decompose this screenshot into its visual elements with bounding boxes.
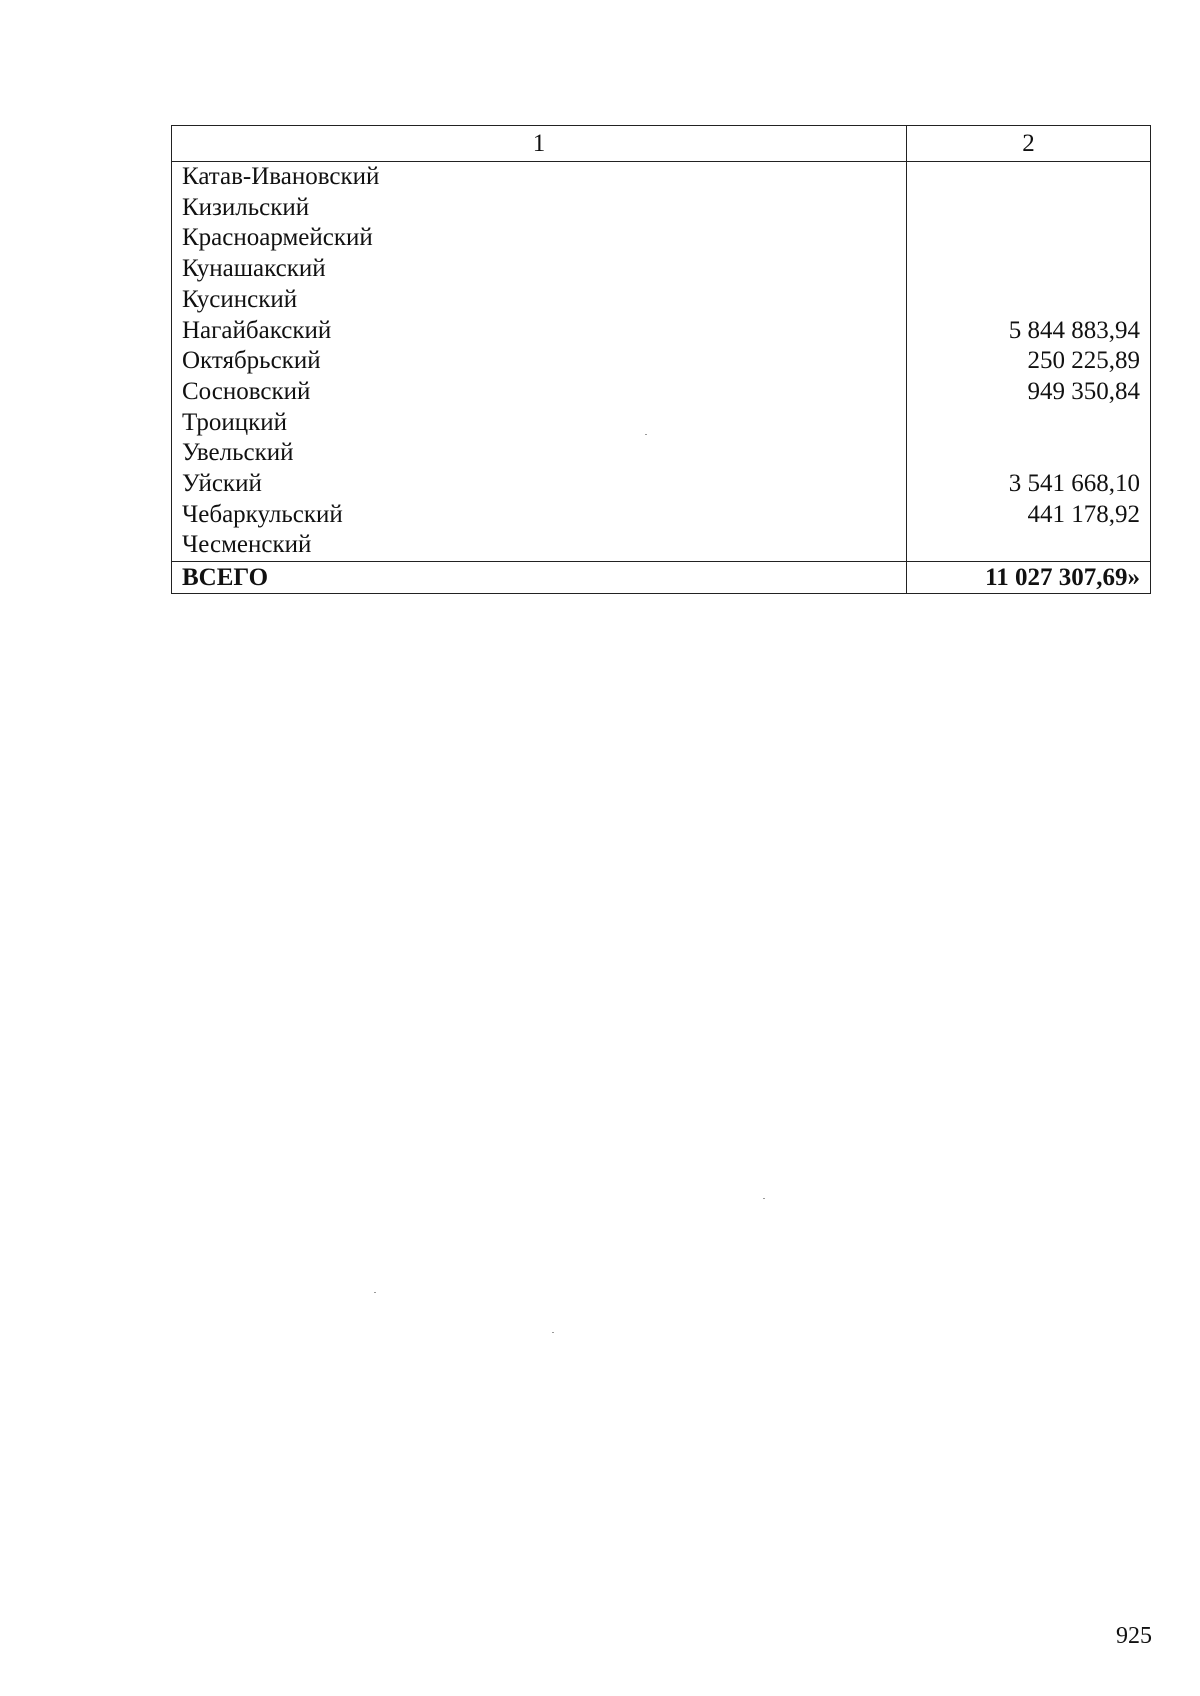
district-amount: [907, 408, 1151, 439]
total-row: [172, 562, 1151, 594]
column-header-2: 2: [907, 126, 1151, 162]
district-name: Октябрьский: [172, 346, 907, 377]
table-row: [172, 223, 1151, 254]
district-amount: 3 541 668,10: [907, 469, 1151, 500]
table-row: [172, 469, 1151, 500]
table-row: [172, 346, 1151, 377]
scan-speck: [374, 1292, 376, 1293]
page-number: 925: [1116, 1623, 1152, 1649]
table-header-row: [172, 126, 1151, 162]
district-amount: [907, 223, 1151, 254]
district-amount: [907, 193, 1151, 224]
district-name: Чесменский: [172, 530, 907, 561]
district-name: Катав-Ивановский: [172, 162, 907, 193]
table-row: [172, 438, 1151, 469]
district-name: Троицкий: [172, 408, 907, 439]
scan-speck: [552, 1332, 554, 1333]
district-name: Нагайбакский: [172, 316, 907, 347]
scan-speck: [645, 434, 647, 435]
district-name: Кунашакский: [172, 254, 907, 285]
column-header-1: 1: [172, 126, 907, 162]
district-name: Кизильский: [172, 193, 907, 224]
district-amount: [907, 254, 1151, 285]
district-name: Красноармейский: [172, 223, 907, 254]
district-name: Сосновский: [172, 377, 907, 408]
table-row: [172, 285, 1151, 316]
district-name: Уйский: [172, 469, 907, 500]
table-row: [172, 500, 1151, 531]
district-amount: [907, 162, 1151, 193]
district-amount: [907, 530, 1151, 561]
district-amount: [907, 438, 1151, 469]
district-name: Чебаркульский: [172, 500, 907, 531]
total-amount: 11 027 307,69»: [907, 562, 1151, 594]
table-row: [172, 530, 1151, 561]
district-amount: 5 844 883,94: [907, 316, 1151, 347]
table-row: [172, 254, 1151, 285]
table-row: [172, 193, 1151, 224]
district-amount: 250 225,89: [907, 346, 1151, 377]
table-row: [172, 377, 1151, 408]
district-amount: 949 350,84: [907, 377, 1151, 408]
districts-table: [171, 125, 1151, 594]
table-row: [172, 408, 1151, 439]
scan-speck: [763, 1198, 765, 1199]
total-label: ВСЕГО: [172, 562, 907, 594]
district-amount: 441 178,92: [907, 500, 1151, 531]
district-name: Увельский: [172, 438, 907, 469]
district-amount: [907, 285, 1151, 316]
table-row: [172, 316, 1151, 347]
district-name: Кусинский: [172, 285, 907, 316]
table-row: [172, 162, 1151, 193]
